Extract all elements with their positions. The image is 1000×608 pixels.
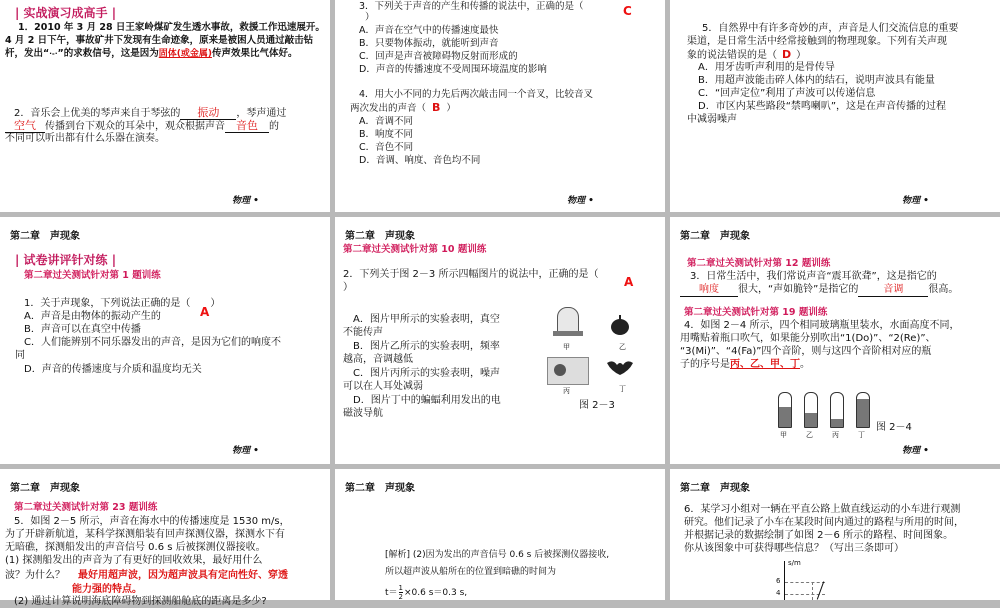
q4-line-2: 用嘴贴着瓶口吹气，如果能分别吹出“1(Do)”、“2(Re)”、 [680,333,936,344]
q2-line-2 [5,119,279,133]
q5-option-a: A．用牙齿听声利用的是骨传导 [698,62,835,73]
q5-line-3: 无暗礁，探测船发出的声音信号 0.6 s 后被探测仪器接收。 [5,542,266,553]
pic-label-yi: 乙 [619,343,626,351]
bottle-label-yi: 乙 [806,431,813,439]
q5-answer-line-2: 能力强的特点。 [72,584,142,595]
q5-line-2: 渠道，是日常生活中经常接触到的物理现象。下列有关声现 [687,36,947,47]
footer-label: 物理 • [232,196,259,206]
option-c-cont: 可以在人耳处减弱 [343,381,423,392]
experiment-yi-image [605,315,635,339]
q1-line-2: 4 月 2 日下午，事故矿井下发现有生命迹象，原来是被困人员通过敲击钻 [5,35,314,46]
bat-icon [605,357,635,379]
q2-text-c: 传播到台下观众的耳朵中，观众根据声音 [45,121,225,132]
option-d: D．图片丁中的蝙蝠利用发出的电 [353,395,501,406]
subsection-title: 第二章过关测试针对第 10 题训练 [343,244,487,255]
option-c-cont: 同 [15,350,25,361]
q5-line-1: 5．自然界中有许多奇妙的声，声音是人们交流信息的重要 [702,23,959,34]
q5-line-4: (1) 探测船发出的声音为了有更好的回收效果，最好用什么 [5,555,263,566]
q4-close: ） [446,103,456,114]
q2-line-1 [14,106,286,120]
subsection-title: 第二章过关测试针对第 1 题训练 [24,270,161,281]
q3-option-a: A．声音在空气中的传播速度最快 [359,25,499,36]
section-banner: | 实战演习成高手 | [15,6,117,20]
footer-label: 物理 • [902,446,929,456]
q5-option-b: B．用超声波能击碎人体内的结石，说明声波具有能量 [698,75,935,86]
distance-time-graph [772,561,862,600]
q5-text: 象的说法错误的是（ [687,50,777,61]
q3-stem [359,0,584,13]
pic-label-bing: 丙 [563,387,570,395]
question-answer: A [624,275,634,289]
q4-option-d: D．音调、响度、音色均不同 [359,155,481,166]
slide-6[interactable] [670,217,1000,464]
subsection-title: 第二章过关测试针对第 23 题训练 [14,502,158,513]
bottle-label-bing: 丙 [832,431,839,439]
q2-text-b: ，琴声通过 [236,108,287,119]
formula-t: t＝ [385,588,398,598]
q3-line-2 [680,283,958,297]
q4-line-1: 4．如图 2－4 所示，四个相同玻璃瓶里装水，水面高度不同， [684,320,960,331]
q5-line-1: 5．如图 2－5 所示，声音在海水中的传播速度是 1530 m/s， [14,516,290,527]
q3-answer-2: 音调 [858,283,928,297]
q2-text-d: 的 [269,121,279,132]
option-c: C．人们能辨别不同乐器发出的声音，是因为它们的响度不 [24,337,281,348]
subsection-title-1: 第二章过关测试针对第 12 题训练 [687,258,831,269]
fraction-denominator: 2 [398,593,403,601]
q6-line-1: 6．某学习小组对一辆在平直公路上做直线运动的小车进行观测 [684,504,961,515]
grid-vertical [812,582,813,600]
chapter-header: 第二章 声现象 [10,483,80,494]
slide-3[interactable] [670,0,1000,212]
slide-1[interactable] [0,0,330,212]
subsection-title-2: 第二章过关测试针对第 19 题训练 [684,307,828,318]
q3-option-c: C．回声是声音被障碍物反射而形成的 [359,51,518,62]
q1-text-b: ”的求救信号，这是因为 [57,48,159,59]
q5-line-6: (2) 通过计算说明海底障碍物到探测船舱底的距离是多少? [14,596,267,607]
question-stem-2: ） [343,282,353,293]
q5-answer: D [782,48,792,61]
q5-close: ） [796,50,807,61]
chapter-header: 第二章 声现象 [345,483,415,494]
chapter-header: 第二章 声现象 [10,231,80,242]
q4-line-2 [350,101,456,115]
fraction-numerator: 1 [398,584,403,592]
question-answer: A [200,305,210,319]
chapter-header: 第二章 声现象 [680,231,750,242]
bottle-yi [804,392,818,428]
q3-close: ） [365,12,375,23]
option-d-cont: 磁波导航 [343,408,383,419]
grid-line-6 [785,582,825,583]
q5-answer-line-1: 最好用超声波，因为超声波具有定向性好、穿透 [78,570,288,581]
q1-text-a: 杆，发出“ [5,48,50,59]
q3-answer: C [623,4,632,18]
footer-label: 物理 • [902,196,929,206]
q1-text-c: 传声效果比气体好。 [211,48,298,59]
q4-text: 两次发出的声音（ [350,103,427,114]
q4-text-end: 。 [800,359,810,370]
bottle-bing [830,392,844,428]
bottle-ding [856,392,870,428]
slide-7[interactable] [0,469,330,607]
q4-line-1: 4．用大小不同的力先后两次敲击同一个音叉，比较音叉 [359,89,594,100]
y-tick-4: 4 [776,589,781,597]
q1-line-3 [5,47,297,61]
q6-line-3: 并根据记录的数据绘制了如图 2－6 所示的路程、时间图象。 [684,530,954,541]
q4-option-c: C．音色不同 [359,142,414,153]
q4-answer: B [432,101,441,114]
q3-text-end: 很高。 [928,284,959,295]
q5-option-d: D．市区内某些路段“禁鸣喇叭”，这是在声音传播的过程 [698,101,947,112]
q4-line-3: “3(Mi)”、“4(Fa)”四个音阶，则与这四个音阶相对应的瓶 [680,346,932,357]
option-c: C．图片丙所示的实验表明，噪声 [353,368,500,379]
analysis-line-1: [解析] (2)因为发出的声音信号 0.6 s 后被探测仪器接收, [385,550,610,560]
q2-line-3: 不同可以听出都有什么乐器在演奏。 [5,133,165,144]
question-stem: 1．关于声现象，下列说法正确的是（ ） [24,298,221,309]
y-tick-6: 6 [776,577,781,585]
experiment-bing-image [547,357,589,385]
option-b: B．声音可以在真空中传播 [24,324,141,335]
q3-option-d: D．声音的传播速度不受周围环境温度的影响 [359,64,547,75]
chapter-header: 第二章 声现象 [345,231,415,242]
q1-line-1: 1．2010 年 3 月 28 日王家岭煤矿发生透水事故，救援工作迅速展开。 [18,22,325,33]
q2-answer-2: 空气 [5,119,45,133]
graph-line [817,581,824,599]
option-a: A．声音是由物体的振动产生的 [24,311,161,322]
morse-signal-mark: ·-· [49,50,58,58]
section-banner: | 试卷讲评针对练 | [15,253,117,267]
footer-label: 物理 • [567,196,594,206]
bottle-jia [778,392,792,428]
footer-label: 物理 • [232,446,259,456]
slide-8[interactable] [335,469,665,600]
slide-4[interactable] [0,217,330,464]
q3-line-1: 3．日常生活中，我们常说声音“震耳欲聋”，这是指它的 [690,271,937,282]
q2-answer-3: 音色 [225,119,269,133]
q2-text-a: 2．音乐会上优美的琴声来自于琴弦的 [14,108,181,119]
q2-answer-1: 振动 [180,106,236,120]
q5-option-d-cont: 中减弱噪声 [687,114,737,125]
pic-label-ding: 丁 [619,385,626,393]
q1-answer: 固体(或金属) [158,49,212,59]
q6-line-2: 研究。他们记录了小车在某段时间内通过的路程与所用的时间， [684,517,964,528]
option-b: B．图片乙所示的实验表明，频率 [353,341,500,352]
q4-line-4 [680,358,810,371]
formula-rest: ×0.6 s＝0.3 s, [404,588,468,598]
experiment-jia-image [553,307,583,339]
analysis-line-2: 所以超声波从船所在的位置到暗礁的时间为 [385,567,557,577]
fraction [399,584,403,601]
q3-text: 3．下列关于声音的产生和传播的说法中，正确的是（ [359,1,584,12]
slide-9[interactable] [670,469,1000,600]
q3-text: 很大，“声如脆铃”是指它的 [738,284,859,295]
option-a-cont: 不能传声 [343,327,383,338]
slide-2[interactable] [335,0,665,212]
q3-option-b: B．只要物体振动，就能听到声音 [359,38,499,49]
q5-line-5: 波？为什么？ [5,570,65,581]
pic-label-jia: 甲 [563,343,570,351]
q4-answer: 丙、乙、甲、丁 [730,359,800,370]
option-a: A．图片甲所示的实验表明，真空 [353,314,500,325]
bottle-label-jia: 甲 [780,431,787,439]
q4-option-a: A．音调不同 [359,116,413,127]
option-d: D．声音的传播速度与介质和温度均无关 [24,364,202,375]
analysis-line-3 [385,584,467,601]
bottle-label-ding: 丁 [858,431,865,439]
question-stem-1: 2．下列关于图 2－3 所示四幅图片的说法中，正确的是（ [343,269,599,280]
q5-line-2: 为了开辟新航道，某科学探测船装有回声探测仪器，探测水下有 [5,529,285,540]
q5-line-3 [687,48,806,62]
q6-line-4: 你从该图象中可获得哪些信息？（写出三条即可） [684,543,904,554]
q4-option-b: B．响度不同 [359,129,414,140]
option-b-cont: 越高，音调越低 [343,354,413,365]
y-axis-label: s/m [788,559,801,567]
q5-option-c: C．“回声定位”利用了声波可以传递信息 [698,88,876,99]
figure-caption: 图 2－4 [876,422,912,433]
chapter-header: 第二章 声现象 [680,483,750,494]
q3-answer-1: 响度 [680,283,738,297]
slide-5[interactable] [335,217,665,464]
figure-caption: 图 2－3 [579,400,615,411]
q4-text: 子的序号是 [680,359,730,370]
